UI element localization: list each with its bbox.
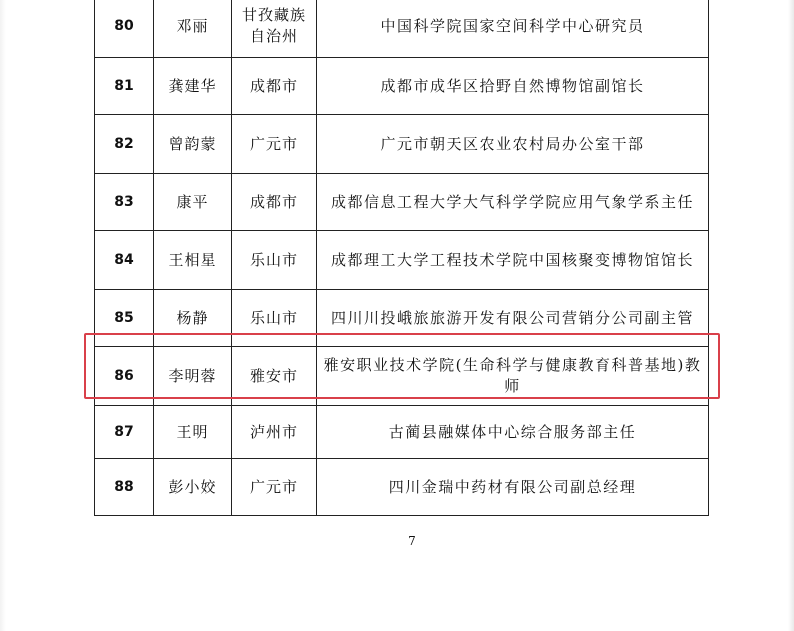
- table-row: [95, 459, 709, 516]
- organization-title: 中国科学院国家空间科学中心研究员: [317, 0, 709, 58]
- person-name: 康平: [154, 174, 232, 231]
- person-name: 王明: [154, 406, 232, 459]
- row-number: 81: [95, 58, 154, 115]
- row-number: 87: [95, 406, 154, 459]
- table-row: [95, 174, 709, 231]
- city-name: 广元市: [232, 115, 317, 174]
- person-name: 杨静: [154, 290, 232, 347]
- page-number: 7: [408, 534, 416, 548]
- person-name: 邓丽: [154, 0, 232, 58]
- table-row: [95, 406, 709, 459]
- table-row: [95, 0, 709, 58]
- city-name: 泸州市: [232, 406, 317, 459]
- row-number: 84: [95, 231, 154, 290]
- organization-title: 成都理工大学工程技术学院中国核聚变博物馆馆长: [317, 231, 709, 290]
- row-number: 83: [95, 174, 154, 231]
- organization-title: 雅安职业技术学院(生命科学与健康教育科普基地)教师: [317, 347, 709, 406]
- row-number: 88: [95, 459, 154, 516]
- person-name: 彭小姣: [154, 459, 232, 516]
- city-name: 成都市: [232, 174, 317, 231]
- organization-title: 四川川投峨旅旅游开发有限公司营销分公司副主管: [317, 290, 709, 347]
- table-row: [95, 58, 709, 115]
- table-row: [95, 115, 709, 174]
- organization-title: 广元市朝天区农业农村局办公室干部: [317, 115, 709, 174]
- row-number: 80: [95, 0, 154, 58]
- row-number: 82: [95, 115, 154, 174]
- organization-title: 四川金瑞中药材有限公司副总经理: [317, 459, 709, 516]
- person-name: 王相星: [154, 231, 232, 290]
- city-name: 成都市: [232, 58, 317, 115]
- highlight-box: [84, 333, 720, 399]
- roster-table-container: [94, 0, 708, 516]
- organization-title: 成都市成华区拾野自然博物馆副馆长: [317, 58, 709, 115]
- city-name: 甘孜藏族自治州: [232, 0, 317, 58]
- person-name: 龚建华: [154, 58, 232, 115]
- city-name: 乐山市: [232, 231, 317, 290]
- row-number: 85: [95, 290, 154, 347]
- city-name: 乐山市: [232, 290, 317, 347]
- city-name: 雅安市: [232, 347, 317, 406]
- organization-title: 成都信息工程大学大气科学学院应用气象学系主任: [317, 174, 709, 231]
- table-row: [95, 231, 709, 290]
- row-number: 86: [95, 347, 154, 406]
- city-name: 广元市: [232, 459, 317, 516]
- person-name: 李明蓉: [154, 347, 232, 406]
- organization-title: 古蔺县融媒体中心综合服务部主任: [317, 406, 709, 459]
- person-name: 曾韵蒙: [154, 115, 232, 174]
- roster-table: [94, 0, 709, 516]
